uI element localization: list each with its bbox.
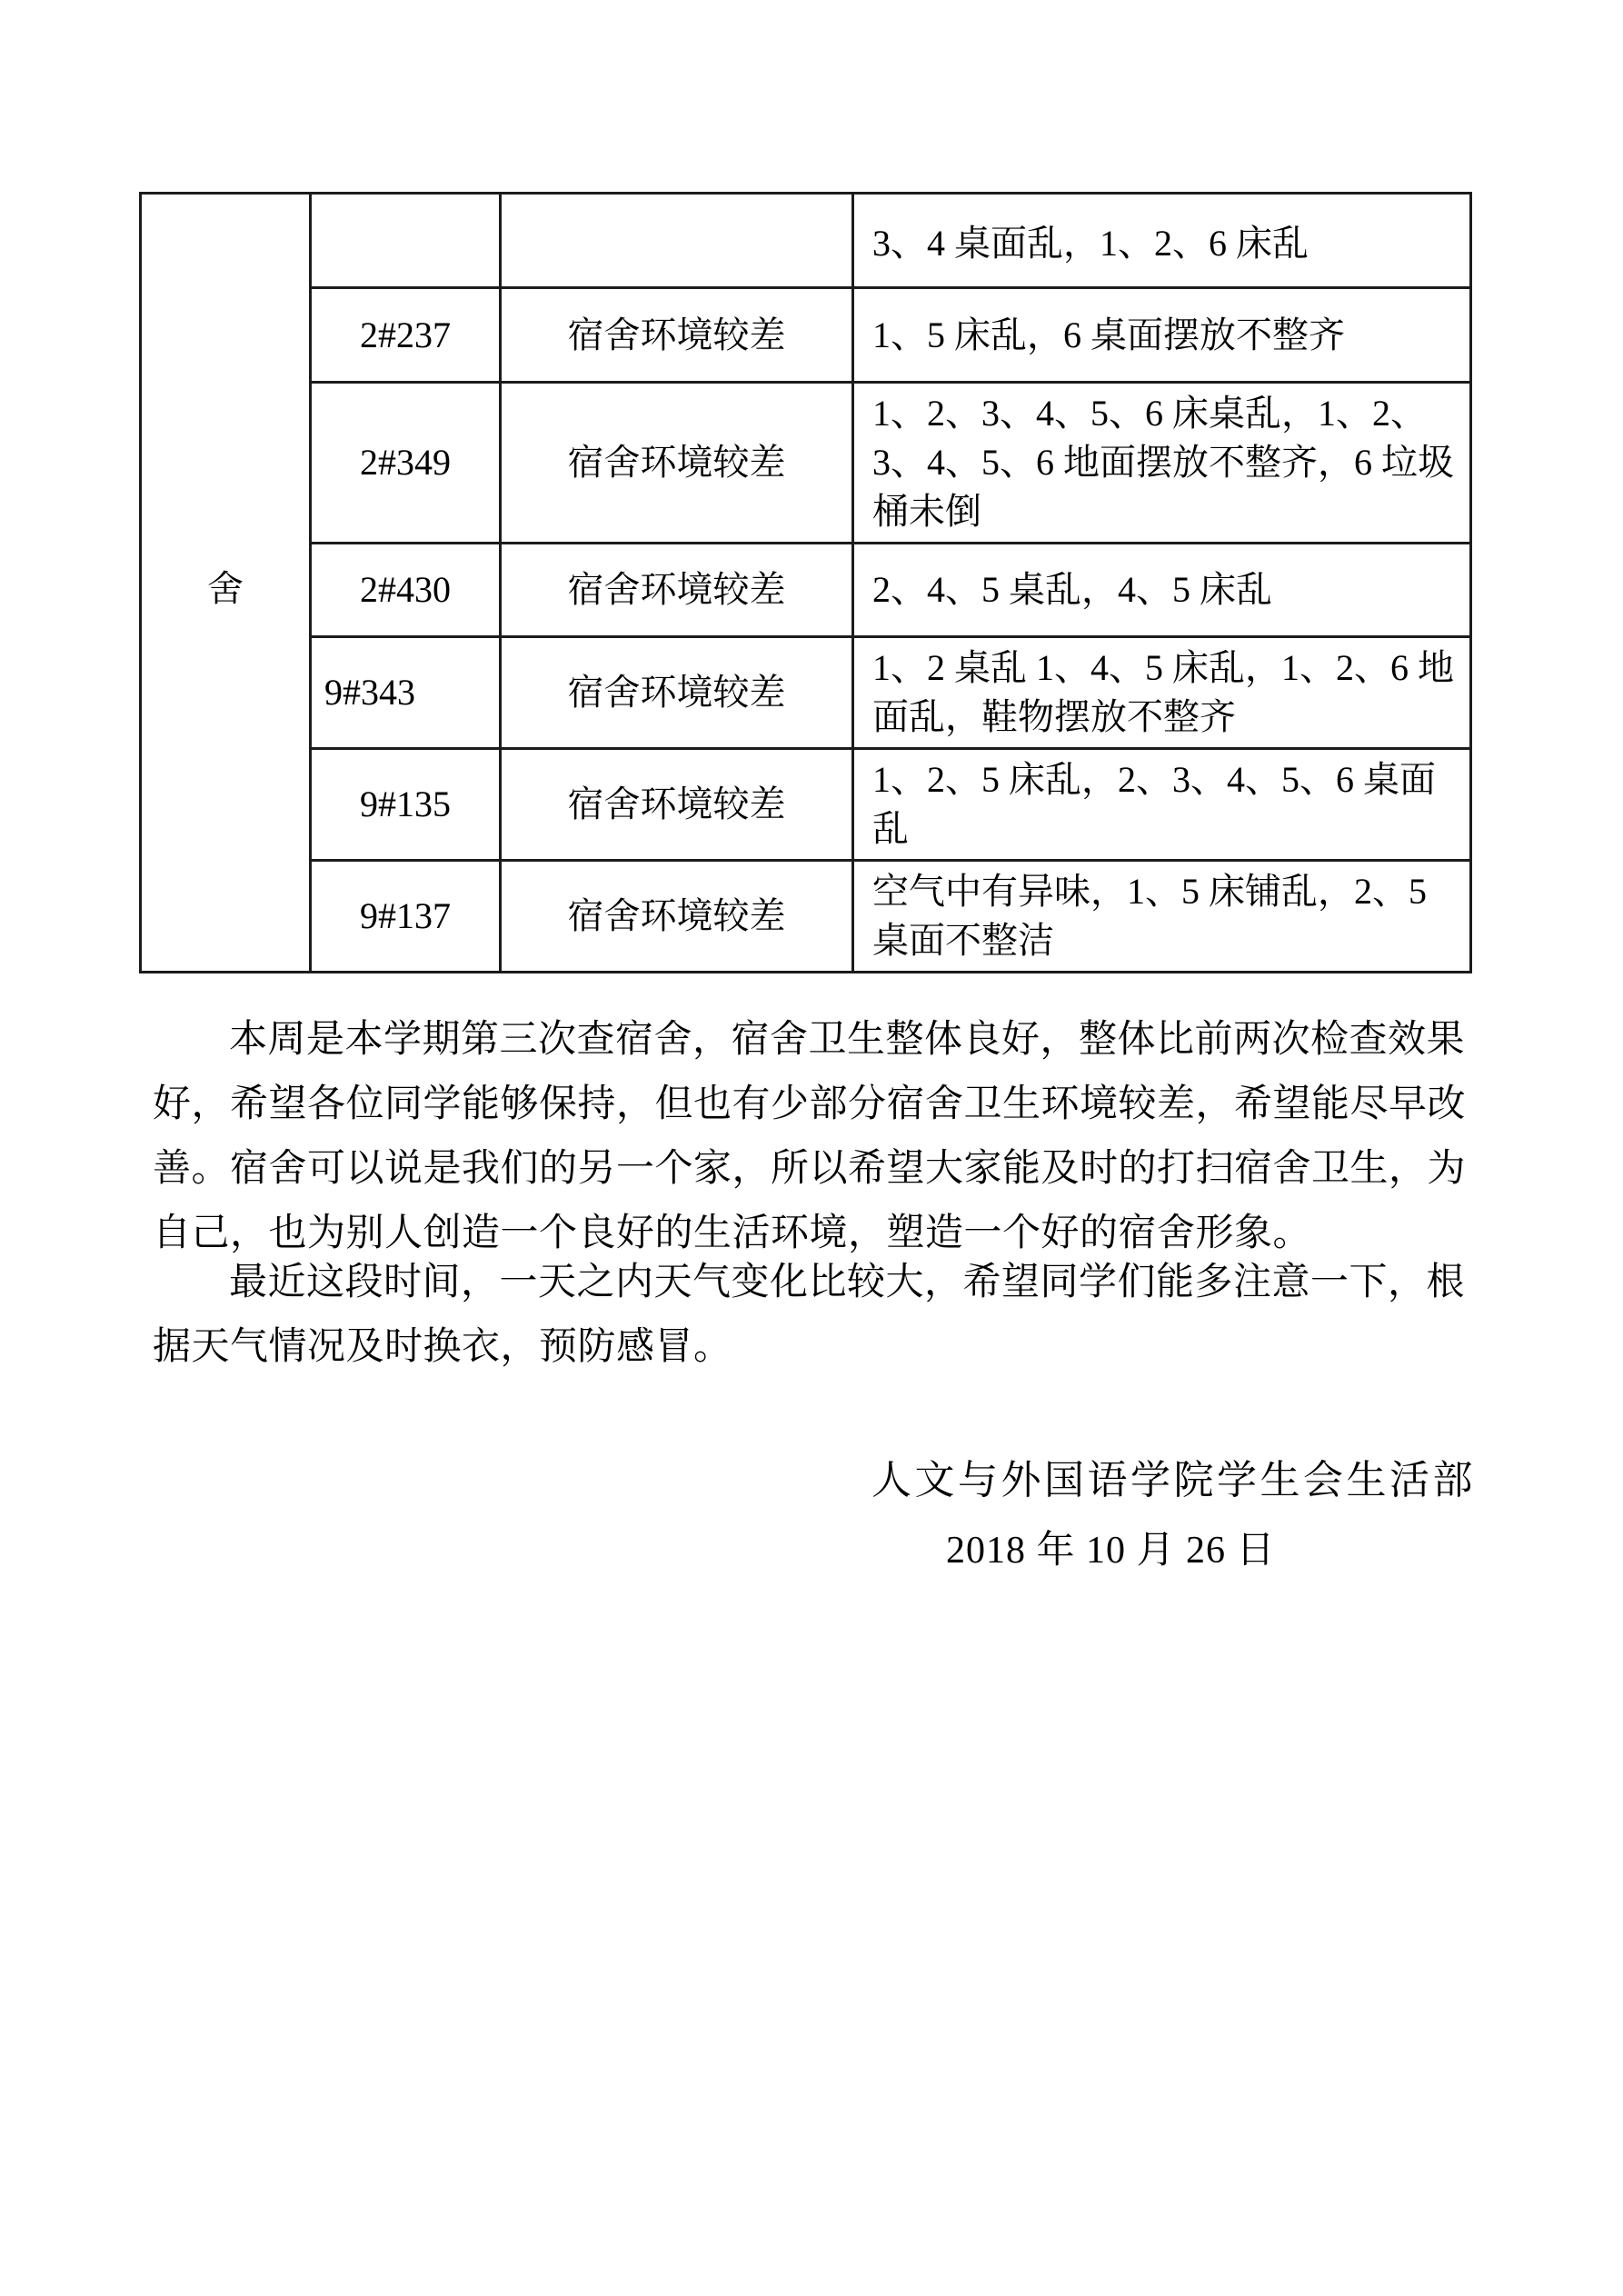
table-row — [141, 861, 1471, 973]
date-line: 2018 年 10 月 26 日 — [946, 1530, 1276, 1572]
body-line: 本周是本学期第三次查宿舍，宿舍卫生整体良好，整体比前两次检查效果 — [229, 1019, 1466, 1061]
detail-cell: 1、5 床乱，6 桌面摆放不整齐 — [853, 288, 1471, 383]
detail-cell: 空气中有异味，1、5 床铺乱，2、5 桌面不整洁 — [853, 861, 1471, 973]
table-row — [141, 383, 1471, 544]
detail-cell: 2、4、5 桌乱，4、5 床乱 — [853, 544, 1471, 637]
status-cell: 宿舍环境较差 — [501, 861, 853, 973]
detail-cell: 1、2、3、4、5、6 床桌乱，1、2、3、4、5、6 地面摆放不整齐，6 垃圾桶未倒 — [853, 383, 1471, 544]
body-line: 善。宿舍可以说是我们的另一个家，所以希望大家能及时的打扫宿舍卫生，为 — [153, 1148, 1467, 1190]
room-cell: 2#237 — [311, 288, 501, 383]
body-line: 最近这段时间，一天之内天气变化比较大，希望同学们能多注意一下，根 — [229, 1262, 1466, 1303]
room-cell: 2#430 — [311, 544, 501, 637]
table-row — [141, 194, 1471, 288]
body-line: 据天气情况及时换衣，预防感冒。 — [153, 1326, 732, 1368]
table-row — [141, 288, 1471, 383]
status-cell: 宿舍环境较差 — [501, 749, 853, 861]
detail-cell: 1、2 桌乱 1、4、5 床乱，1、2、6 地面乱，鞋物摆放不整齐 — [853, 637, 1471, 749]
table-row — [141, 749, 1471, 861]
room-cell: 9#137 — [311, 861, 501, 973]
table-row — [141, 544, 1471, 637]
detail-cell: 3、4 桌面乱，1、2、6 床乱 — [853, 194, 1471, 288]
report-paragraph-2 — [153, 1251, 1479, 1380]
room-cell: 9#135 — [311, 749, 501, 861]
dorm-inspection-table — [139, 192, 1472, 973]
status-cell: 宿舍环境较差 — [501, 637, 853, 749]
status-cell: 宿舍环境较差 — [501, 544, 853, 637]
room-cell: 2#349 — [311, 383, 501, 544]
side-label-cell: 舍 — [141, 194, 311, 973]
detail-cell: 1、2、5 床乱，2、3、4、5、6 桌面乱 — [853, 749, 1471, 861]
signature-line: 人文与外国语学院学生会生活部 — [871, 1458, 1476, 1502]
room-cell: 9#343 — [311, 637, 501, 749]
room-cell — [311, 194, 501, 288]
body-line: 自己，也为别人创造一个良好的生活环境，塑造一个好的宿舍形象。 — [153, 1213, 1312, 1254]
table-row — [141, 637, 1471, 749]
status-cell: 宿舍环境较差 — [501, 288, 853, 383]
body-line: 好，希望各位同学能够保持，但也有少部分宿舍卫生环境较差，希望能尽早改 — [153, 1083, 1467, 1125]
report-paragraph-1 — [153, 1008, 1479, 1266]
status-cell — [501, 194, 853, 288]
status-cell: 宿舍环境较差 — [501, 383, 853, 544]
